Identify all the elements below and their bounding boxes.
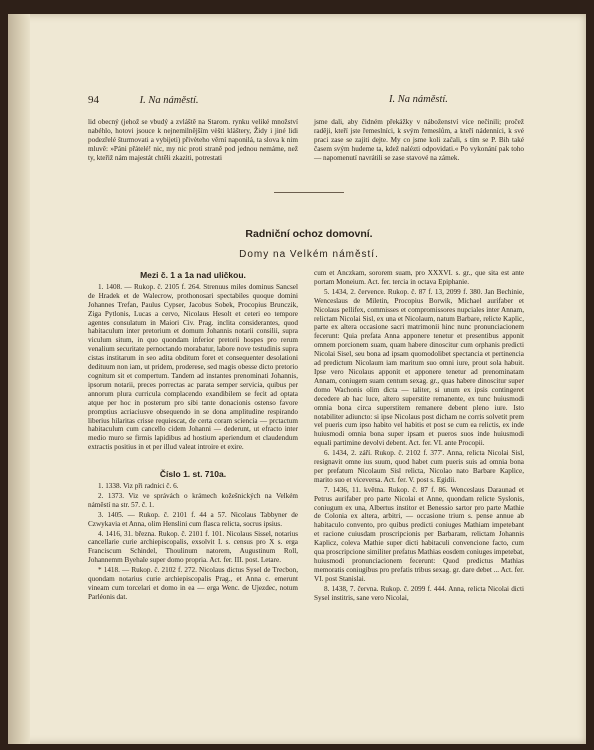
- entry-1434-sept: 6. 1434, 2. září. Rukop. č. 2102 f. 377'. Anna, relicta Nicolai Sisl, resignavit omne ius suum, quod habet cum pueris suis ad omnia bona per prefatum Nicolaum Sisl relicta, Nicolao nato Barbare Kaplice, marito suo et viceversa. Act. fer. V. post s. Egidii.: [314, 449, 524, 484]
- left-subheading-1: Mezi č. 1 a 1a nad uličkou.: [140, 270, 246, 280]
- section-subtitle: Domy na Velkém náměstí.: [239, 249, 379, 260]
- running-title-right: I. Na náměstí.: [389, 94, 448, 105]
- book-binding: [8, 14, 30, 744]
- section-title: Radniční ochoz domovní.: [245, 228, 373, 240]
- top-right-paragraph: jsme dali, aby čidném překážky v náboženství více nečinili; pročež raději, kteří jste řemeslníci, k svým řemeslům, a kteří nádenníci, k své praci zase se zajiti dejte. My co jsme koli začali, s tím se P. Bih také časem svým hudeme ta, kdež nalézti odpovidati.« Po vykonání pak toho — napomenutí navrátili se zase stavové na zámek.: [314, 118, 524, 162]
- page-number: 94: [88, 94, 99, 106]
- top-right-text: [314, 118, 524, 164]
- page-header-left: [88, 94, 199, 106]
- left-subheading-2: Číslo 1. st. 710a.: [159, 469, 227, 480]
- top-left-text: [88, 118, 298, 164]
- entry-1418: * 1418. — Rukop. č. 2102 f. 272. Nicolaus dictus Sysel de Trecbon, quondam notarius curie archiepiscopalis Prag., et Anna c. emerunt vineam cum torcelari et domo in ea — erga Wenc. de Ujezdec, notum Parléonis dat.: [88, 566, 298, 601]
- entry-continued: cum et Anczkam, sororem suam, pro XXXVI. s. gr., que sita est ante portam Moneium. Act. fer. tercia in octava Epiphanie.: [314, 269, 524, 286]
- entry-1438: 8. 1438, 7. června. Rukop. č. 2099 f. 444. Anna, relicta Nicolai dicti Sysel institris, sane vero Nicolai,: [314, 584, 524, 602]
- left-column: [88, 269, 298, 603]
- entry-1436: 7. 1436, 11. května. Rukop. č. 87 f. 86. Wenceslaus Daraunad et Petrus aurifaber pro parte Nicolai et Anne, quondam relicte Syslonis, coniugum ex una, Albertus institor et Benessio sartor pro parte Mathie de Colonia ex altera, arbitri, — occasione trium s. pense annue ab habitaculo convento, pro quibus predicti coniuges Mathiam impetebant et racione cuiusdam proscripcionis per Barbaram, relictam Johannis Kaplicz, coleva Mathie super dicti habitaculi convencione facto, cum qua proscripcione similiter prefatus Mathias eosdem coniuges impetebat, huiusmodi pronunciacionem fecerunt: Quod predictus Mathias memoratis coniugibus pro prefatis tribus sexag. gr. dare debet ... Act. fer. VI. post Stanislai.: [314, 485, 524, 583]
- entry-1338: 1. 1338. Viz při radnici č. 6.: [98, 482, 179, 491]
- entry-1373: 2. 1373. Viz ve správách o krámech kožešnických na Velkém náměstí na str. 57. č. 1.: [88, 491, 298, 509]
- top-left-paragraph: lid obecný (jehož se vbudý a zvláště na Starom. rynku veliké množství nabéhlo, hotovi jsouce k nejnemilnějším vèšti klàštery, Židy i jiné lidi podezřelé šturmovati a vybijeti) přivèteho věrní naponilá, ta slova k nim mluvě: »Páni přátelé! nic, my nic proti straně pod jednou nemáme, než ty, kteřiž nám majestát chtěli zkaziti, potrestati: [88, 118, 298, 162]
- entry-1405: 3. 1405. — Rukop. č. 2101 f. 44 a 57. Nicolaus Tabbyner de Czwykavia et Anna, olim Henslini cum flasca relicta, socrus ipsius.: [88, 510, 298, 528]
- entry-1416: 4. 1416, 31. března. Rukop. č. 2101 f. 101. Nicolaus Sissel, notarius cancellarie curie archiepiscopalis, exsolvit I. s. census pro X s. erga Franciscum Schindel, Thoulinum natorem, Augustinum Roll, Johannemm Byehale super domo propria. Act. fer. III. post. Letare.: [88, 529, 298, 565]
- section-divider: [274, 192, 344, 193]
- right-column: [314, 269, 524, 604]
- entry-1408: 1. 1408. — Rukop. č. 2105 f. 264. Strenuus miles dominus Sancsel de Hradek et de Walecrow, prothonosari spectabiles quoque domini Johannes Trefan, Paulus Cypser, Jacobus Sobek, Procopius Brunczik, Ziga Pytlonis, Lucas a cervo, Nicolaus Hesolt et ceteri eo tempore agentes consulatum in Maiori Civ. Prag. inclita considerantes, quod habitaculum inter pretorium et domum Johannis notarii consilii, supra viculum situm, in quo quondam inferior pretorii hospes pro rerum venalium securitate pernoctando morabatur, labore nove testudinis supra cistas institarum in seo adita obditum foret et consequenter desolationi dedituum non iam, ut pridem, proderese, sed magis obesse dicto pretorio cognitum sit et compertum. Tandem ad instantes prenominati Johannis, ipsorum notarii, preces porrectas ac parata semper servicia, quibus per annorum plura curricula complacendo exandibilem se fecit ad optata atque per hoc in posterum pro sibi tante donacionis ostenso favore promptius acriaciusve obsequendo in se dona amplitudine respirando liberius hilaritas crisse requiescat, de certa coram sciencia — prctactum habitaculum cum cancello cidem Johanni — dederunt, ut efracto inter medio muro se firmis lapidibus ad hostium aperiendum et claudendum extractis positius in et per illud valeat introire et exire.: [88, 282, 298, 452]
- entry-1434-july: 5. 1434, 2. července. Rukop. č. 87 f. 13, 2099 f. 380. Jan Bechinie, Wenceslaus de Miletin, Procopius Borwik, Michael aurifaber et Nicolaus pellifex, commisses et compromissores nupciales inter Annam, relictam Nicolai Sisl, ex una et Nicolaum, natum Barbare, relicte Kaplic, parte ex altera occasione sacri matrimonii hinc nunc pronunciacionem fecerunt: Quia prefata Anna apponere tenetur et presentibus apponit omnem porcionem suam, quam habere dinoscitur cum orphanis predicti Nicolai Sisel, seu bona ad ipsam quomodolibet spectancia et pertinencia ad predictum Nicolaum iam maritum suo omni iure, prout sola habuit. Ipse vero Nicolaus apponit et apponere tenetur ad prenominatam Annam, coniugem suam centum sexag. gr., quas habere dinoscitur super domo Wachonis olim dicta — taliter, si unum ex ipsis contingeret decedere ab hac luce, altero superstite remanente, ex tunc huiusmodi omnia bona circa superstitem remanere debent pleno iure. Isto notabiliter adiuncto: si ipse Nicolaus post dicham ne corris solvetit prem vel pueris cum ipso habito vel habitis et post se cum ea relictis, ex inde huiusmodi omnia bona super ipsam et pueros suos inde huiusmodi equali partimine devolvi debent. Act. fer. VI. ante Procopii.: [314, 287, 524, 448]
- running-title-left: I. Na náměstí.: [139, 95, 199, 106]
- page-content: [44, 20, 574, 740]
